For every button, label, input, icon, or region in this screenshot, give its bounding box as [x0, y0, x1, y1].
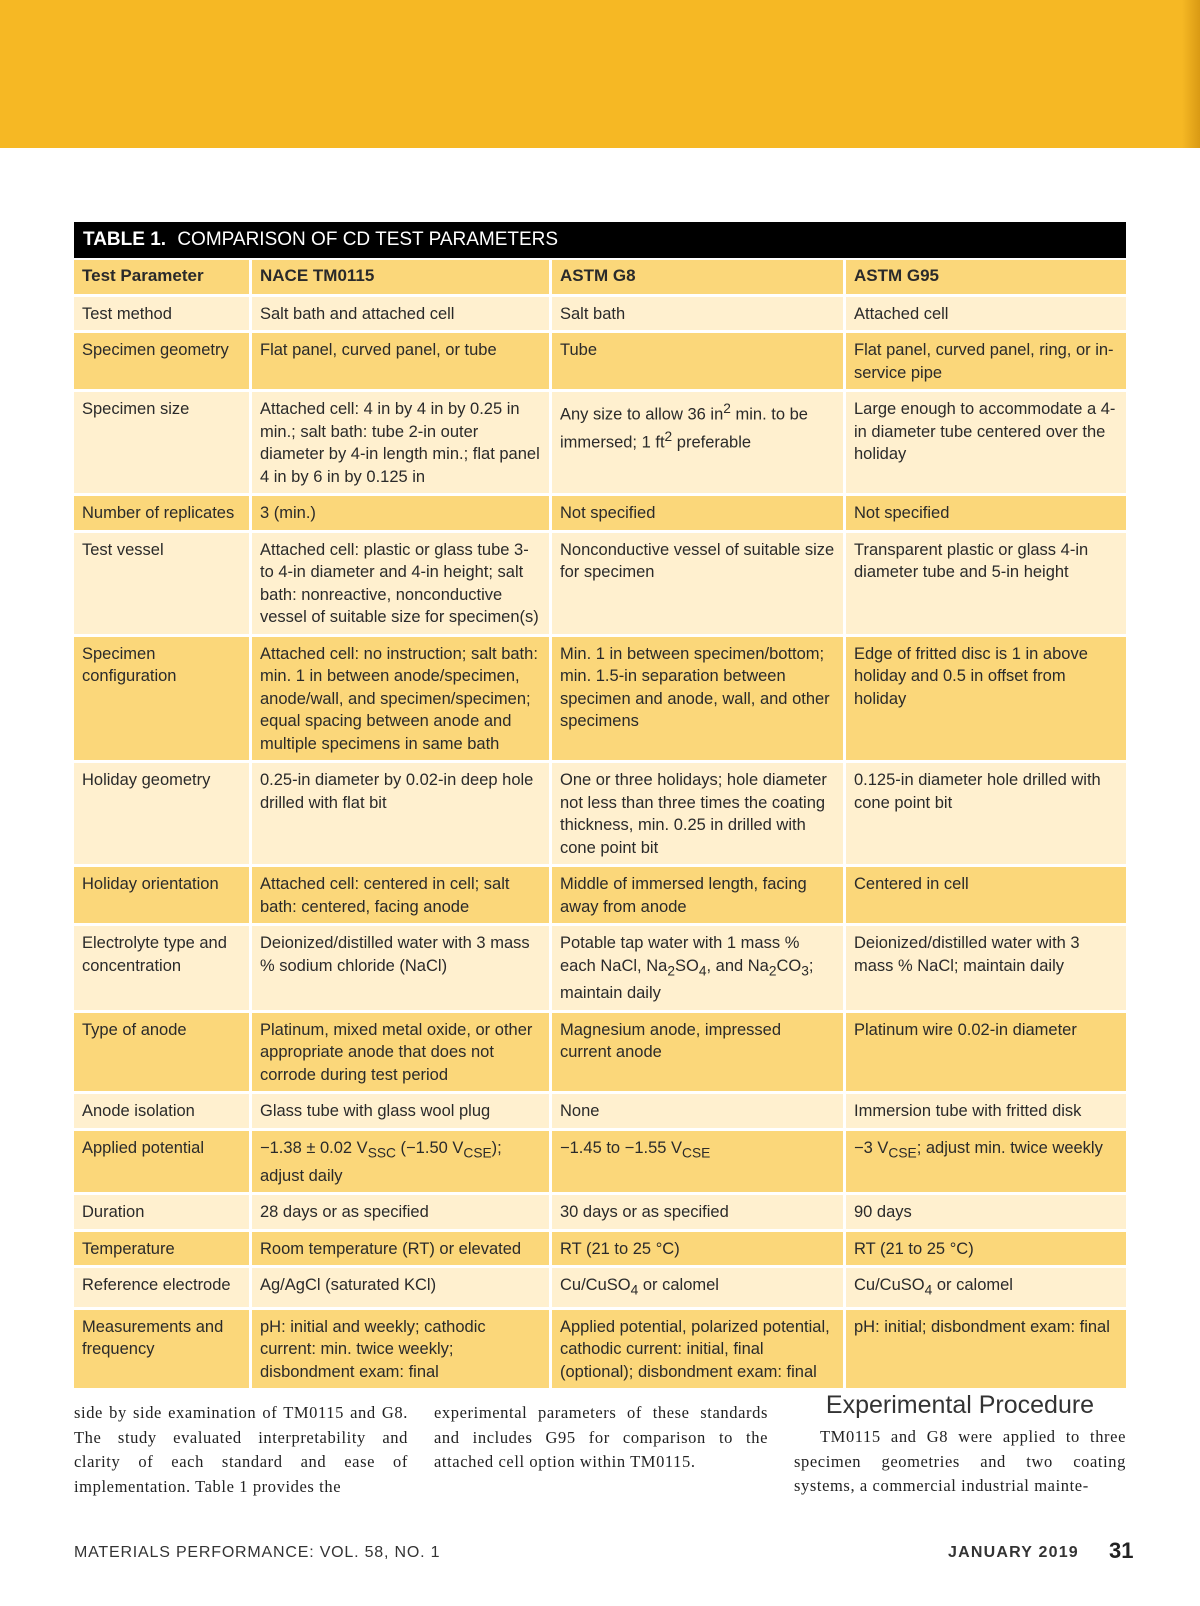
table-label: TABLE 1.	[83, 229, 167, 250]
table-row	[74, 1013, 1126, 1095]
body-column-2: experimental parameters of these standards and includes G95 for comparison to the attached cell option within TM0115.	[434, 1403, 768, 1471]
header-astm-g8: ASTM G8	[552, 260, 846, 297]
row-parameter-cell: Electrolyte type and concentration	[74, 926, 252, 1013]
table-cell: Cu/CuSO$_4$ or calomel	[846, 1268, 1126, 1310]
table-row	[74, 333, 1126, 392]
table-cell: Platinum wire 0.02-in diameter	[846, 1013, 1126, 1095]
section-heading: Experimental Procedure	[825, 1391, 1095, 1419]
table-cell: Tube	[552, 333, 846, 392]
comparison-table	[74, 222, 1126, 1391]
table-row	[74, 763, 1126, 867]
table-cell: 28 days or as specified	[252, 1195, 552, 1232]
table-cell: Attached cell	[846, 297, 1126, 334]
row-parameter-cell: Applied potential	[74, 1131, 252, 1195]
table-cell: Glass tube with glass wool plug	[252, 1094, 552, 1131]
body-column-3-text: TM0115 and G8 were applied to three specimen geometries and two coating systems, a commercial industrial mainte-	[794, 1427, 1126, 1495]
table-cell: Attached cell: no instruction; salt bath: min. 1 in between anode/specimen, anode/wall, and specimen/specimen; equal spacing between anode and multiple specimens in same bath	[252, 637, 552, 764]
table-cell: Attached cell: 4 in by 4 in by 0.25 in min.; salt bath: tube 2-in outer diameter by 4-in length min.; flat panel 4 in by 6 in by 0.125 in	[252, 392, 552, 496]
row-parameter-cell: Test method	[74, 297, 252, 334]
table-cell: Transparent plastic or glass 4-in diameter tube and 5-in height	[846, 533, 1126, 637]
table-row	[74, 867, 1126, 926]
table-cell: Ag/AgCl (saturated KCl)	[252, 1268, 552, 1310]
footer-journal: MATERIALS PERFORMANCE: VOL. 58, NO. 1	[74, 1544, 441, 1561]
table-cell: RT (21 to 25 °C)	[552, 1232, 846, 1269]
row-parameter-cell: Specimen geometry	[74, 333, 252, 392]
table-cell: Edge of fritted disc is 1 in above holiday and 0.5 in offset from holiday	[846, 637, 1126, 764]
row-parameter-cell: Specimen configuration	[74, 637, 252, 764]
table-cell: Salt bath	[552, 297, 846, 334]
table-row	[74, 1232, 1126, 1269]
row-parameter-cell: Measurements and frequency	[74, 1310, 252, 1392]
table-row	[74, 1310, 1126, 1392]
row-parameter-cell: Specimen size	[74, 392, 252, 496]
table-row	[74, 637, 1126, 764]
table-cell: 3 (min.)	[252, 496, 552, 533]
table-cell: One or three holidays; hole diameter not less than three times the coating thickness, min. 0.25 in drilled with cone point bit	[552, 763, 846, 867]
header-astm-g95: ASTM G95	[846, 260, 1126, 297]
table-cell: −1.38 ± 0.02 $V_{SSC}$ (−1.50 $V_{CSE}$); adjust daily	[252, 1131, 552, 1195]
row-parameter-cell: Number of replicates	[74, 496, 252, 533]
row-parameter-cell: Anode isolation	[74, 1094, 252, 1131]
table-cell: 0.25-in diameter by 0.02-in deep hole drilled with flat bit	[252, 763, 552, 867]
table-cell: None	[552, 1094, 846, 1131]
table-cell: Deionized/distilled water with 3 mass % NaCl; maintain daily	[846, 926, 1126, 1013]
row-parameter-cell: Duration	[74, 1195, 252, 1232]
header-band-edge	[1182, 0, 1200, 148]
page-number: 31	[1109, 1538, 1134, 1563]
table-cell: Salt bath and attached cell	[252, 297, 552, 334]
table-cell: Flat panel, curved panel, ring, or in-service pipe	[846, 333, 1126, 392]
table-cell: Flat panel, curved panel, or tube	[252, 333, 552, 392]
table-row	[74, 297, 1126, 334]
table-row	[74, 392, 1126, 496]
table-row	[74, 1195, 1126, 1232]
table-body	[74, 297, 1126, 1392]
footer-date: JANUARY 2019	[948, 1544, 1079, 1561]
table-row	[74, 1268, 1126, 1310]
table-cell: Potable tap water with 1 mass % each NaCl, $Na_2SO_4$, and $Na_2CO_3$; maintain daily	[552, 926, 846, 1013]
table-cell: Middle of immersed length, facing away from anode	[552, 867, 846, 926]
table-row	[74, 926, 1126, 1013]
body-column-3	[794, 1425, 1126, 1499]
header-test-parameter: Test Parameter	[74, 260, 252, 297]
table-row	[74, 1131, 1126, 1195]
table-cell: Not specified	[846, 496, 1126, 533]
table-row	[74, 533, 1126, 637]
table-cell: Cu/CuSO$_4$ or calomel	[552, 1268, 846, 1310]
table-cell: Immersion tube with fritted disk	[846, 1094, 1126, 1131]
table-cell: −1.45 to −1.55 $V_{CSE}$	[552, 1131, 846, 1195]
table-cell: Platinum, mixed metal oxide, or other appropriate anode that does not corrode during test period	[252, 1013, 552, 1095]
table-cell: −3 $V_{CSE}$; adjust min. twice weekly	[846, 1131, 1126, 1195]
table-cell: pH: initial; disbondment exam: final	[846, 1310, 1126, 1392]
parameters-table	[74, 260, 1126, 1391]
table-cell: Large enough to accommodate a 4-in diameter tube centered over the holiday	[846, 392, 1126, 496]
row-parameter-cell: Test vessel	[74, 533, 252, 637]
header-color-band	[0, 0, 1200, 148]
table-row	[74, 1094, 1126, 1131]
body-column-1: side by side examination of TM0115 and G8. The study evaluated interpretability and clarity of each standard and ease of implementation. Table 1 provides the	[74, 1403, 408, 1496]
row-parameter-cell: Temperature	[74, 1232, 252, 1269]
table-cell: RT (21 to 25 °C)	[846, 1232, 1126, 1269]
table-cell: Attached cell: centered in cell; salt bath: centered, facing anode	[252, 867, 552, 926]
table-cell: Nonconductive vessel of suitable size for specimen	[552, 533, 846, 637]
table-row	[74, 496, 1126, 533]
table-cell: 30 days or as specified	[552, 1195, 846, 1232]
table-cell: pH: initial and weekly; cathodic current: min. twice weekly; disbondment exam: final	[252, 1310, 552, 1392]
table-cell: Deionized/distilled water with 3 mass % sodium chloride (NaCl)	[252, 926, 552, 1013]
row-parameter-cell: Holiday geometry	[74, 763, 252, 867]
table-cell: Attached cell: plastic or glass tube 3- to 4-in diameter and 4-in height; salt bath: nonreactive, nonconductive vessel of suitable size for specimen(s)	[252, 533, 552, 637]
table-cell: Magnesium anode, impressed current anode	[552, 1013, 846, 1095]
table-cell: 0.125-in diameter hole drilled with cone point bit	[846, 763, 1126, 867]
table-title: COMPARISON OF CD TEST PARAMETERS	[177, 229, 559, 250]
table-cell: Applied potential, polarized potential, cathodic current: initial, final (optional); disbondment exam: final	[552, 1310, 846, 1392]
table-cell: Any size to allow 36 $in^2$ min. to be immersed; 1 $ft^2$ preferable	[552, 392, 846, 496]
table-title-bar	[74, 222, 1126, 258]
table-header-row	[74, 260, 1126, 297]
table-cell: Not specified	[552, 496, 846, 533]
table-cell: Centered in cell	[846, 867, 1126, 926]
row-parameter-cell: Type of anode	[74, 1013, 252, 1095]
row-parameter-cell: Reference electrode	[74, 1268, 252, 1310]
row-parameter-cell: Holiday orientation	[74, 867, 252, 926]
table-cell: Room temperature (RT) or elevated	[252, 1232, 552, 1269]
table-cell: Min. 1 in between specimen/bottom; min. 1.5-in separation between specimen and anode, wall, and other specimens	[552, 637, 846, 764]
table-cell: 90 days	[846, 1195, 1126, 1232]
header-nace-tm0115: NACE TM0115	[252, 260, 552, 297]
